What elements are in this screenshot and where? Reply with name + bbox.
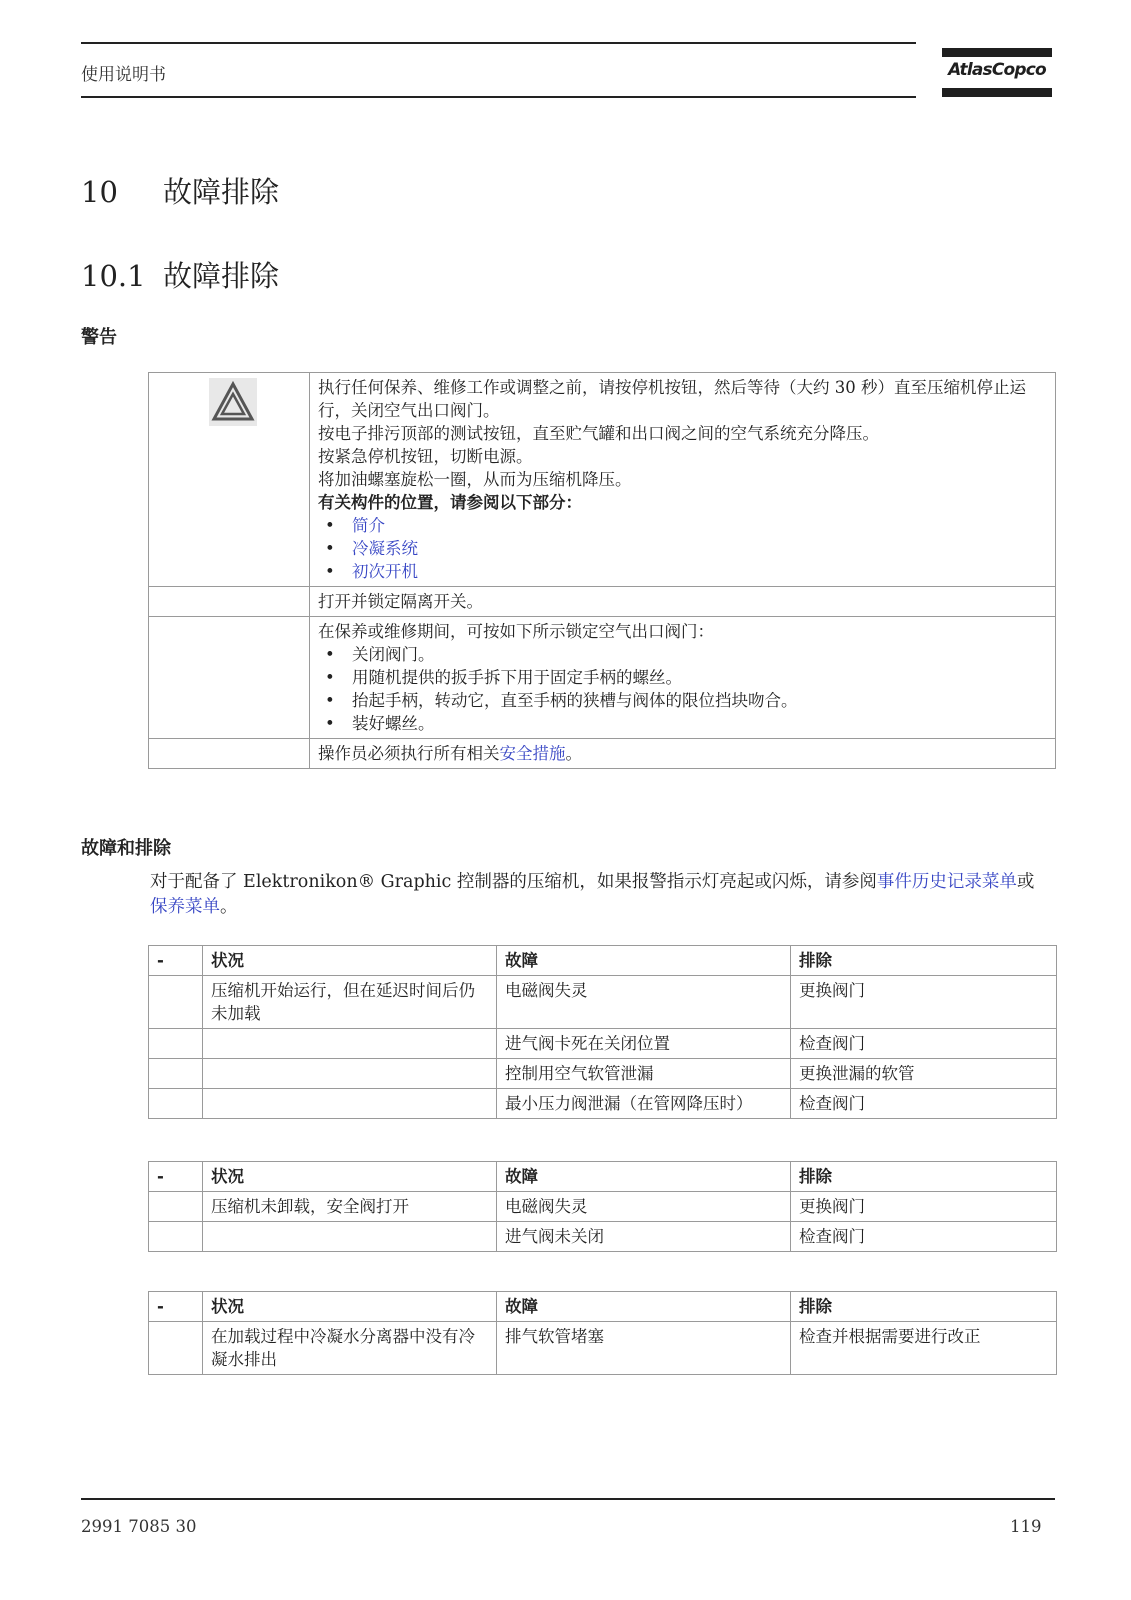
table-cell <box>149 1192 203 1222</box>
table-cell: 进气阀未关闭 <box>497 1222 791 1252</box>
empty-cell <box>149 587 310 617</box>
col-header-index: - <box>149 1292 203 1322</box>
section-title: 故障排除 <box>163 259 280 293</box>
row4-prefix: 操作员必须执行所有相关 <box>318 744 500 763</box>
chapter-number: 10 <box>81 175 118 209</box>
fault-table-2 <box>148 1161 1057 1252</box>
list-item <box>318 514 1047 537</box>
warning-icon-cell <box>149 373 310 587</box>
warning-table <box>148 372 1056 769</box>
table-row <box>149 1322 1057 1375</box>
warning-row-1 <box>149 373 1056 587</box>
faults-heading: 故障和排除 <box>81 838 171 859</box>
col-header-remedy: 排除 <box>791 1162 1057 1192</box>
col-header-fault: 故障 <box>497 1162 791 1192</box>
table-cell: 压缩机开始运行，但在延迟时间后仍未加载 <box>203 976 497 1029</box>
list-item: • 关闭阀门。 <box>318 643 1047 666</box>
table-cell: 进气阀卡死在关闭位置 <box>497 1029 791 1059</box>
chapter-heading <box>81 170 279 211</box>
intro-mid: 或 <box>1016 872 1035 892</box>
table-cell <box>149 1089 203 1119</box>
link-condensate-system[interactable]: 冷凝系统 <box>352 539 418 558</box>
table-cell <box>149 1029 203 1059</box>
col-header-remedy: 排除 <box>791 1292 1057 1322</box>
table-cell <box>149 976 203 1029</box>
col-header-remedy: 排除 <box>791 946 1057 976</box>
table-row <box>149 1089 1057 1119</box>
col-header-condition: 状况 <box>203 1292 497 1322</box>
warning-line: 按紧急停机按钮，切断电源。 <box>318 447 533 466</box>
link-initial-start-up[interactable]: 初次开机 <box>352 562 418 581</box>
faults-intro <box>150 870 1050 920</box>
table-cell: 检查阀门 <box>791 1222 1057 1252</box>
table-cell <box>203 1222 497 1252</box>
warning-row-4 <box>149 739 1056 769</box>
empty-cell <box>149 617 310 739</box>
col-header-index: - <box>149 946 203 976</box>
header-bottom-rule <box>81 96 916 98</box>
header-top-rule <box>81 42 916 44</box>
section-number: 10.1 <box>81 259 146 293</box>
col-header-index: - <box>149 1162 203 1192</box>
table-cell: 检查阀门 <box>791 1029 1057 1059</box>
table-cell: 电磁阀失灵 <box>497 976 791 1029</box>
parts-label: 有关构件的位置，请参阅以下部分： <box>318 493 582 512</box>
col-header-fault: 故障 <box>497 1292 791 1322</box>
lock-steps-list <box>318 643 1047 735</box>
table-row <box>149 1222 1057 1252</box>
table-cell: 在加载过程中冷凝水分离器中没有冷凝水排出 <box>203 1322 497 1375</box>
section-heading <box>81 254 279 295</box>
list-item <box>318 537 1047 560</box>
list-item: • 用随机提供的扳手拆下用于固定手柄的螺丝。 <box>318 666 1047 689</box>
fault-table-3 <box>148 1291 1057 1375</box>
chapter-title: 故障排除 <box>163 175 280 209</box>
page-number: 119 <box>1010 1517 1042 1536</box>
table-row <box>149 1059 1057 1089</box>
link-event-history-menu[interactable]: 事件历史记录菜单 <box>876 872 1017 892</box>
warning-row2-text: 打开并锁定隔离开关。 <box>310 587 1056 617</box>
list-item: • 抬起手柄，转动它，直至手柄的狭槽与阀体的限位挡块吻合。 <box>318 689 1047 712</box>
warning-row-3 <box>149 617 1056 739</box>
fault-table-1 <box>148 945 1057 1119</box>
intro-suffix: 。 <box>220 897 238 917</box>
table-cell <box>203 1089 497 1119</box>
table-row <box>149 1192 1057 1222</box>
logo-wordmark: AtlasCopco <box>948 60 1046 80</box>
col-header-condition: 状况 <box>203 946 497 976</box>
table-cell: 控制用空气软管泄漏 <box>497 1059 791 1089</box>
table-header-row <box>149 1162 1057 1192</box>
warning-text-cell <box>310 373 1056 587</box>
parts-links-list <box>318 514 1047 583</box>
table-cell <box>149 1222 203 1252</box>
warning-heading: 警告 <box>81 327 117 348</box>
warning-row-2 <box>149 587 1056 617</box>
col-header-fault: 故障 <box>497 946 791 976</box>
link-introduction[interactable]: 简介 <box>352 516 385 535</box>
intro-prefix: 对于配备了 Elektronikon® Graphic 控制器的压缩机，如果报警指示灯亮起或闪烁，请参阅 <box>150 872 877 892</box>
link-service-menu[interactable]: 保养菜单 <box>150 897 220 917</box>
table-cell: 排气软管堵塞 <box>497 1322 791 1375</box>
table-cell: 更换泄漏的软管 <box>791 1059 1057 1089</box>
table-cell: 检查阀门 <box>791 1089 1057 1119</box>
warning-row4-cell <box>310 739 1056 769</box>
table-cell <box>149 1059 203 1089</box>
table-cell: 更换阀门 <box>791 1192 1057 1222</box>
table-cell <box>203 1059 497 1089</box>
warning-row3-cell <box>310 617 1056 739</box>
list-item: • 装好螺丝。 <box>318 712 1047 735</box>
table-cell: 电磁阀失灵 <box>497 1192 791 1222</box>
table-row <box>149 1029 1057 1059</box>
row4-suffix: 。 <box>565 744 582 763</box>
table-cell: 检查并根据需要进行改正 <box>791 1322 1057 1375</box>
table-header-row <box>149 946 1057 976</box>
table-cell: 压缩机未卸载，安全阀打开 <box>203 1192 497 1222</box>
table-cell: 最小压力阀泄漏（在管网降压时） <box>497 1089 791 1119</box>
warning-line: 执行任何保养、维修工作或调整之前，请按停机按钮，然后等待（大约 30 秒）直至压缩机停止运行，关闭空气出口阀门。 <box>318 378 1026 420</box>
warning-row3-intro: 在保养或维修期间，可按如下所示锁定空气出口阀门： <box>318 622 714 641</box>
warning-line: 将加油螺塞旋松一圈，从而为压缩机降压。 <box>318 470 632 489</box>
table-header-row <box>149 1292 1057 1322</box>
header-title: 使用说明书 <box>81 65 166 85</box>
table-row <box>149 976 1057 1029</box>
col-header-condition: 状况 <box>203 1162 497 1192</box>
atlas-copco-logo <box>942 48 1052 100</box>
document-number: 2991 7085 30 <box>81 1517 197 1536</box>
table-cell <box>149 1322 203 1375</box>
warning-line: 按电子排污顶部的测试按钮，直至贮气罐和出口阀之间的空气系统充分降压。 <box>318 424 879 443</box>
list-item <box>318 560 1047 583</box>
link-safety-precautions[interactable]: 安全措施 <box>499 744 566 763</box>
table-cell: 更换阀门 <box>791 976 1057 1029</box>
empty-cell <box>149 739 310 769</box>
table-cell <box>203 1029 497 1059</box>
warning-triangle-icon <box>209 378 257 426</box>
footer-rule <box>81 1498 1055 1500</box>
